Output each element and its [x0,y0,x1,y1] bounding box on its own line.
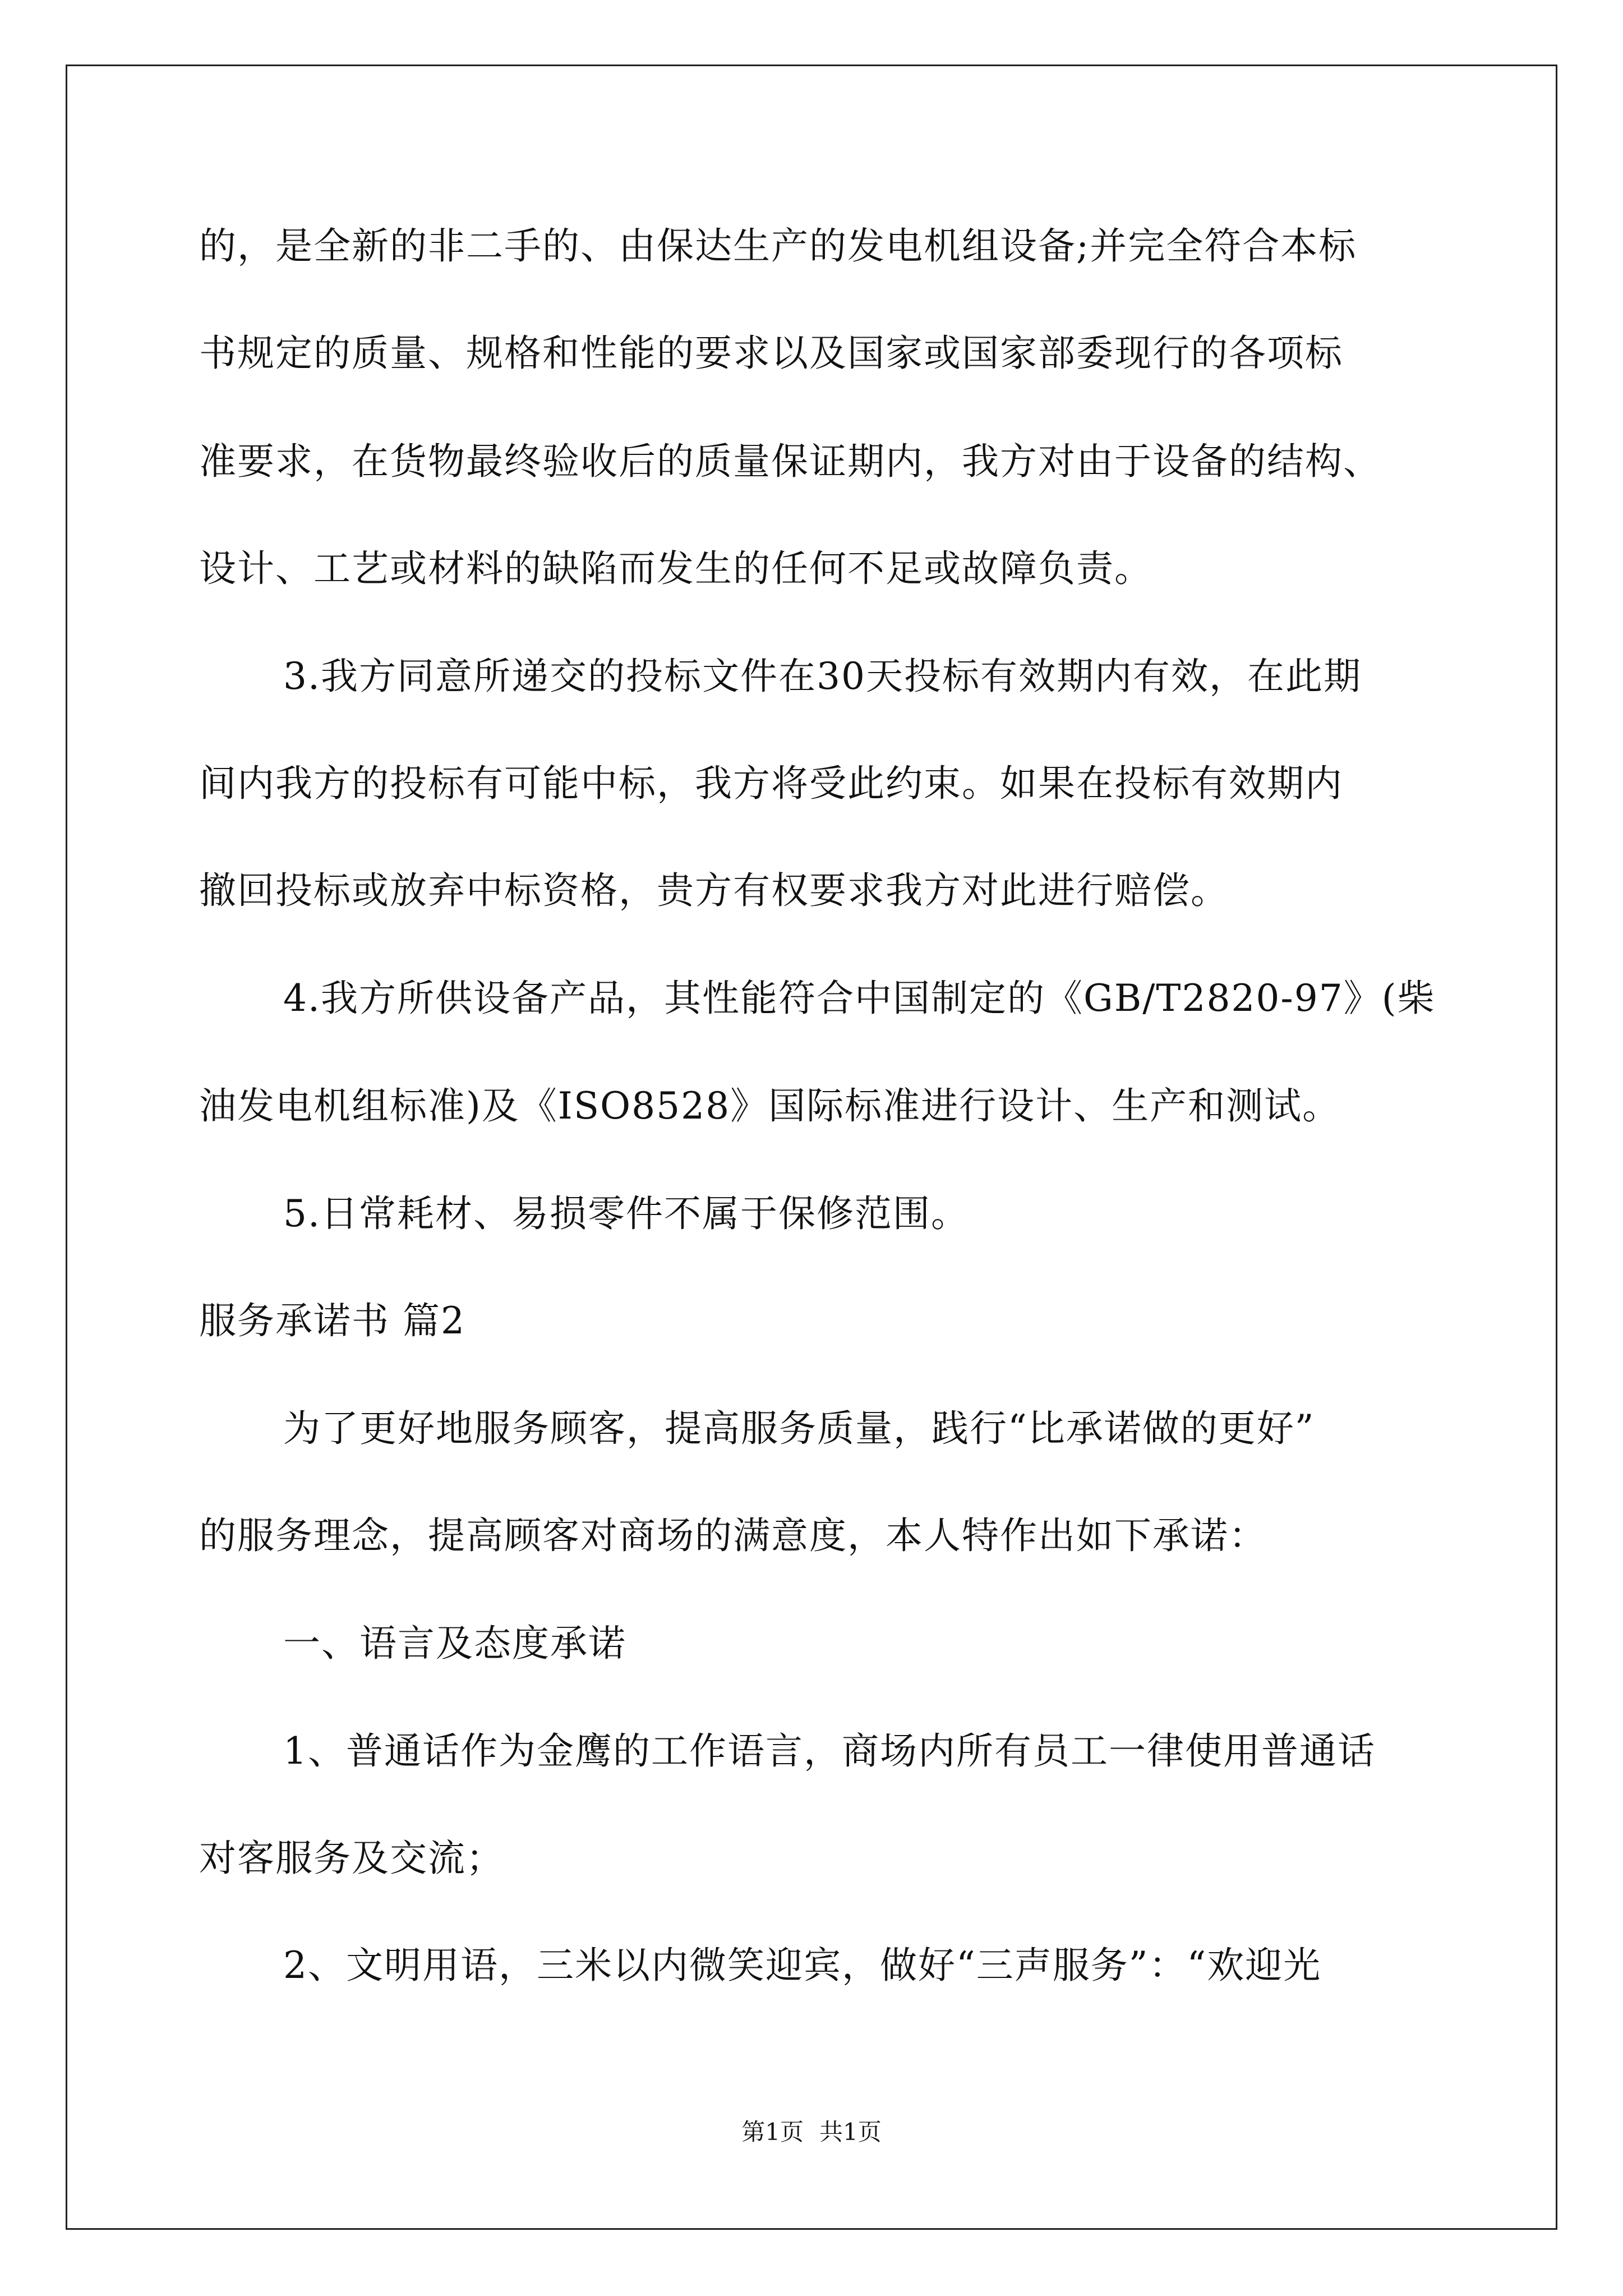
body-line: 撤回投标或放弃中标资格，贵方有权要求我方对此进行赔偿。 [199,869,1229,912]
page-footer [0,2120,1623,2144]
page-border [66,65,1557,2230]
body-line: 4.我方所供设备产品，其性能符合中国制定的《GB/T2820-97》(柴 [283,977,1436,1020]
page-total: 共1页 [819,2118,882,2146]
body-line: 的，是全新的非二手的、由保达生产的发电机组设备;并完全符合本标 [199,224,1357,268]
body-line: 2、文明用语，三米以内微笑迎宾，做好“三声服务”：“欢迎光 [283,1944,1322,1987]
body-line: 油发电机组标准)及《ISO8528》国际标准进行设计、生产和测试。 [199,1084,1341,1128]
body-line: 间内我方的投标有可能中标，我方将受此约束。如果在投标有效期内 [199,762,1343,805]
body-line: 对客服务及交流； [199,1837,504,1880]
page-number: 第1页 [741,2118,804,2146]
body-line: 1、普通话作为金鹰的工作语言，商场内所有员工一律使用普通话 [283,1729,1376,1773]
body-line: 准要求，在货物最终验收后的质量保证期内，我方对由于设备的结构、 [199,440,1381,483]
subsection-heading: 一、语言及态度承诺 [283,1622,626,1665]
body-line: 3.我方同意所递交的投标文件在30天投标有效期内有效，在此期 [283,655,1362,698]
body-line: 5.日常耗材、易损零件不属于保修范围。 [283,1192,969,1235]
body-line: 为了更好地服务顾客，提高服务质量，践行“比承诺做的更好” [283,1407,1315,1450]
section-heading: 服务承诺书 篇2 [199,1299,465,1342]
body-line: 设计、工艺或材料的缺陷而发生的任何不足或故障负责。 [199,547,1152,590]
body-line: 的服务理念，提高顾客对商场的满意度，本人特作出如下承诺： [199,1514,1267,1557]
body-line: 书规定的质量、规格和性能的要求以及国家或国家部委现行的各项标 [199,332,1343,375]
